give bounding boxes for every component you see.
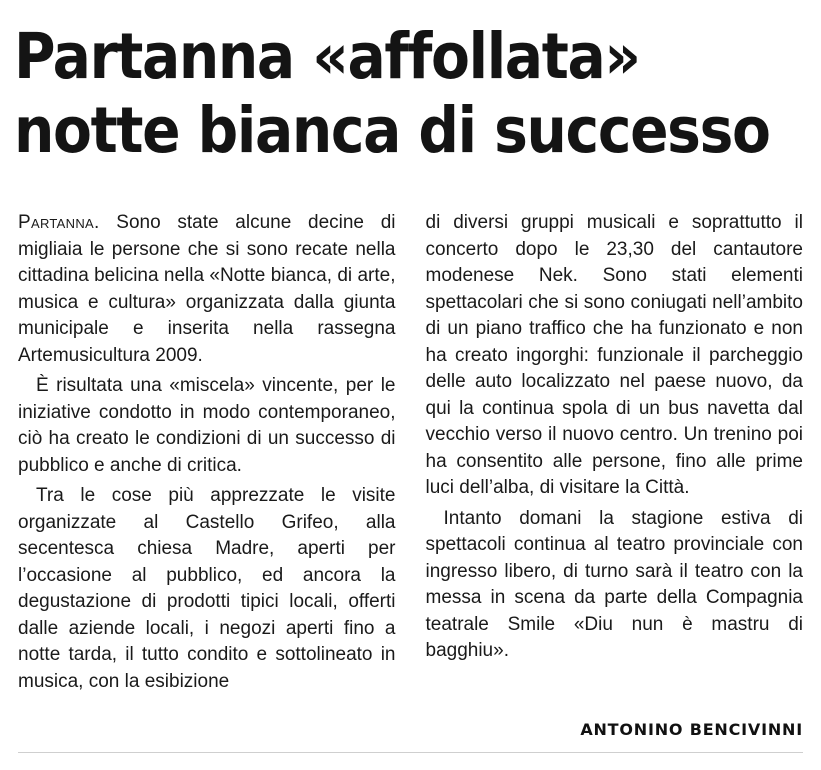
paragraph-4: di diversi gruppi musicali e soprattutto il concerto dopo le 23,30 del cantautore modenese Nek. Sono stati elementi spettacolari che si sono coniugati nell’ambito di un piano traffico che ha funzionato e non ha creato ingorghi: funzionale il parcheggio delle auto localizzato nel paese nuovo, da qui la continua spola di un bus navetta dal vecchio verso il nuovo centro. Un trenino poi ha consentito alle persone, fino alle prime luci dell’alba, di visitare la Città. bbox=[425, 212, 803, 498]
dateline: Partanna. bbox=[18, 212, 100, 233]
paragraph-1 bbox=[18, 210, 396, 369]
paragraph-3: Tra le cose più apprezzate le visite organizzate al Castello Grifeo, alla secentesca chiesa Madre, aperti per l’occasione al pubblico, ed ancora la degustazione di prodotti tipici locali, offerti dalle aziende locali, i negozi aperti fino a notte tarda, il tutto condito e sottolineato in musica, con la esibizione bbox=[18, 485, 396, 692]
column-left bbox=[18, 210, 396, 750]
headline bbox=[14, 20, 770, 168]
bottom-divider bbox=[18, 752, 803, 753]
headline-line-1: Partanna «affollata» bbox=[14, 20, 640, 93]
column-right bbox=[426, 210, 804, 750]
paragraph-5: Intanto domani la stagione estiva di spettacoli continua al teatro provinciale con ingresso libero, di turno sarà il teatro con la messa in scena da parte della Compagnia teatrale Smile «Diu nun è mastru di bagghiu». bbox=[425, 507, 803, 661]
paragraph-2: È risultata una «miscela» vincente, per le iniziative condotto in modo contemporaneo, ciò ha creato le condizioni di un successo di pubblico e anche di critica. bbox=[18, 375, 396, 476]
paragraph-1-text: Sono state alcune decine di migliaia le persone che si sono recate nella cittadina belicina nella «Notte bianca, di arte, musica e cultura» organizzata dalla giunta municipale e inserita nella rassegna Artemusicultura 2009. bbox=[18, 212, 396, 366]
headline-line-2: notte bianca di successo bbox=[14, 94, 770, 167]
author-byline: ANTONINO BENCIVINNI bbox=[580, 720, 803, 739]
article-body bbox=[18, 210, 803, 750]
